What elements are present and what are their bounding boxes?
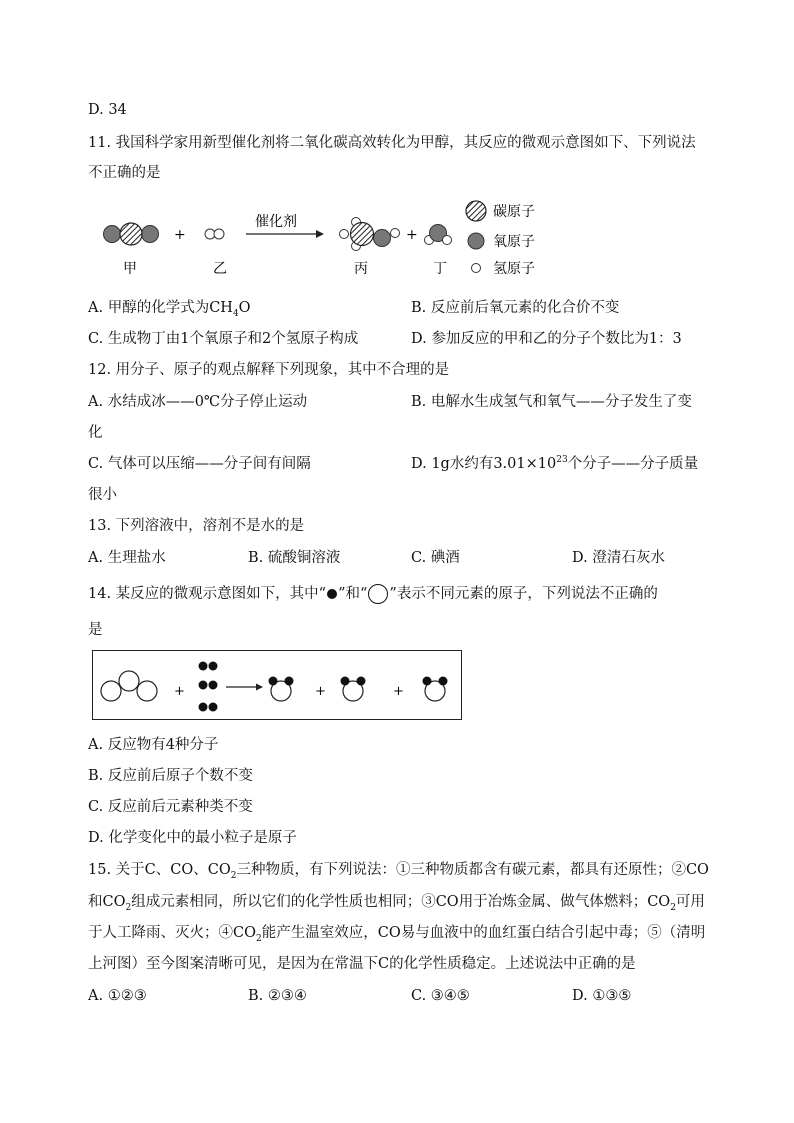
product-molecule-1	[269, 677, 294, 702]
q12-option-b: B. 电解水生成氢气和氧气——分子发生了变	[411, 394, 692, 410]
q12-stem: 12. 用分子、原子的观点解释下列现象，其中不合理的是	[88, 362, 450, 378]
q12-option-c: C. 气体可以压缩——分子间有间隔	[88, 456, 311, 472]
product-molecule-3	[423, 677, 448, 702]
plus-sign-2: +	[406, 227, 418, 243]
catalyst-label: 催化剂	[255, 214, 297, 230]
q14-option-a: A. 反应物有4种分子	[88, 737, 219, 753]
white-atom-icon	[368, 584, 388, 604]
reactant-black-molecules	[199, 662, 218, 712]
q15-stem-line1: 15. 关于C、CO、$CO_2$三种物质，有下列说法：①三种物质都含有碳元素，都具有还原性；②CO	[88, 862, 709, 881]
reaction-arrow-head	[316, 230, 324, 238]
q11-stem-line2: 不正确的是	[88, 165, 161, 181]
q15-option-b: B. ②③④	[248, 988, 307, 1004]
q14-option-c: C. 反应前后元素种类不变	[88, 799, 253, 815]
legend-oxygen: 氧原子	[493, 234, 535, 250]
q15-stem-line3: 于人工降雨、灭火；$④CO_2$能产生温室效应，CO易与血液中的血红蛋白结合引起中毒；⑤（清明	[88, 925, 706, 944]
q11-option-b: B. 反应前后氧元素的化合价不变	[411, 300, 620, 316]
q15-option-a: A. ①②③	[88, 988, 147, 1004]
q14-option-d: D. 化学变化中的最小粒子是原子	[88, 830, 297, 846]
product-molecule-2	[341, 677, 366, 702]
legend-carbon: 碳原子	[493, 204, 535, 220]
q14-arrow-head	[256, 684, 263, 691]
plus-sign-b: +	[315, 684, 326, 699]
legend-carbon-icon	[466, 201, 486, 221]
q12-option-d: D. 1g水约有$3.01\times 10^{23}$个分子——分子质量	[411, 455, 699, 472]
q14-stem-line2: 是	[88, 622, 103, 638]
legend	[466, 201, 535, 277]
q15-stem-line4: 上河图）至今图案清晰可见，是因为在常温下C的化学性质稳定。上述说法中正确的是	[88, 956, 636, 972]
black-atom-icon	[327, 589, 337, 599]
molecule-yi-h2	[205, 229, 224, 239]
molecule-ding-water	[425, 225, 452, 245]
q15-stem-line2: 和$CO_2$组成元素相同，所以它们的化学性质也相同；③CO用于冶炼金属、做气体燃料；$CO_2$可用	[88, 894, 705, 913]
q12-option-b-cont: 化	[88, 425, 103, 441]
label-jia: 甲	[123, 261, 137, 277]
label-yi: 乙	[213, 261, 227, 277]
q11-stem-line1: 11. 我国科学家用新型催化剂将二氧化碳高效转化为甲醇，其反应的微观示意图如下、下列说法	[88, 135, 696, 151]
q13-option-a: A. 生理盐水	[88, 550, 166, 566]
q13-option-d: D. 澄清石灰水	[572, 550, 665, 566]
q13-stem: 13. 下列溶液中，溶剂不是水的是	[88, 518, 305, 534]
q12-option-d-cont: 很小	[88, 487, 117, 503]
molecule-jia-co2	[104, 223, 159, 245]
legend-oxygen-icon	[468, 233, 484, 249]
q15-option-d: D. ①③⑤	[572, 988, 632, 1004]
label-bing: 丙	[354, 261, 368, 277]
q13-option-c: C. 碘酒	[411, 550, 460, 566]
q11-option-a: A. 甲醇的化学式为$CH_4O$	[88, 300, 251, 319]
q14-reaction-diagram	[92, 650, 462, 720]
q11-option-d: D. 参加反应的甲和乙的分子个数比为1：3	[411, 331, 682, 347]
q10-option-d: D. 34	[88, 102, 127, 118]
q11-reaction-diagram	[88, 196, 548, 288]
plus-sign-1: +	[174, 227, 186, 243]
q11-option-c: C. 生成物丁由1个氧原子和2个氢原子构成	[88, 331, 359, 347]
q13-option-b: B. 硫酸铜溶液	[248, 550, 341, 566]
legend-hydrogen-icon	[472, 264, 481, 273]
molecule-bing-methanol	[340, 218, 400, 251]
plus-sign-a: +	[174, 684, 185, 699]
q14-option-b: B. 反应前后原子个数不变	[88, 768, 253, 784]
plus-sign-c: +	[393, 684, 404, 699]
legend-hydrogen: 氢原子	[493, 261, 535, 277]
reactant-white-molecule	[101, 671, 157, 701]
q15-option-c: C. ③④⑤	[411, 988, 470, 1004]
q14-stem: 14. 某反应的微观示意图如下，其中“ ”和“ ”表示不同元素的原子，下列说法不正确的	[88, 586, 658, 602]
q12-option-a: A. 水结成冰——0℃分子停止运动	[88, 394, 308, 410]
label-ding: 丁	[433, 261, 447, 277]
